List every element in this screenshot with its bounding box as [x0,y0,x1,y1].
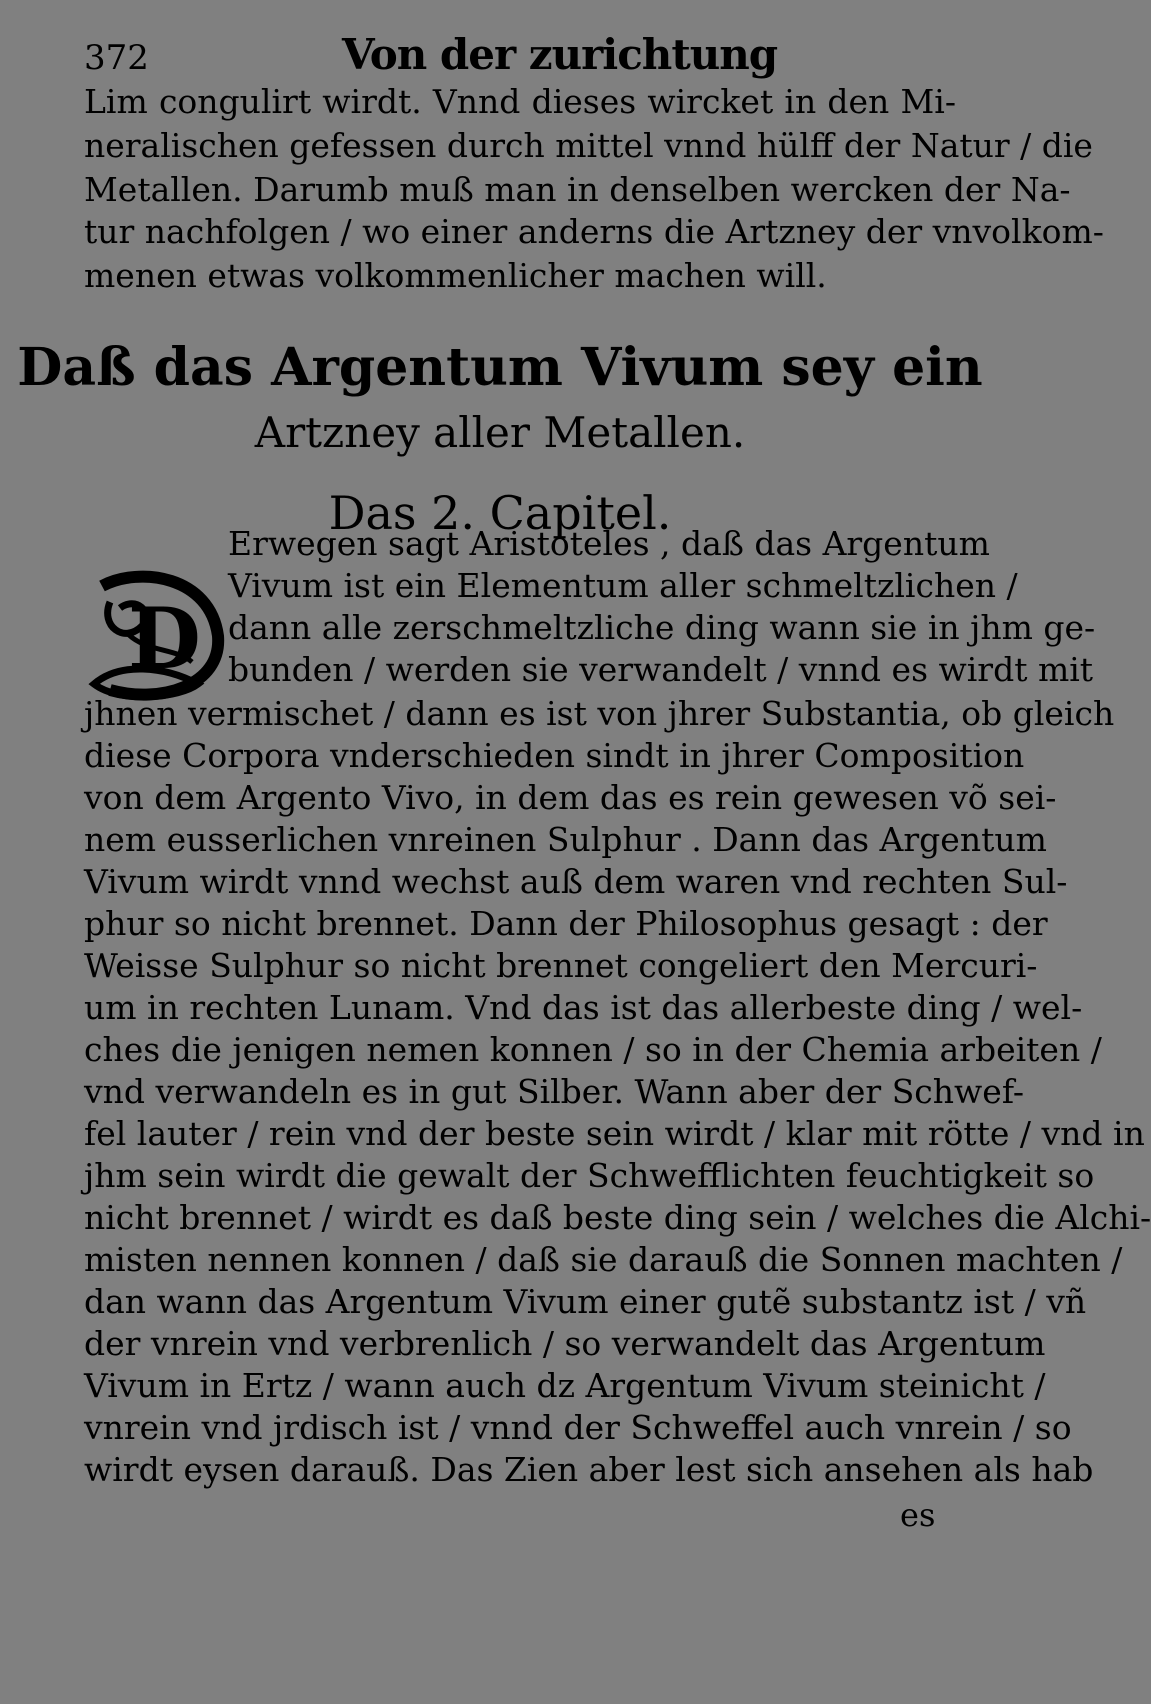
text-line: von dem Argento Vivo, in dem das es rein gewesen võ sei- [84,778,1057,817]
text-line: menen etwas volkommenlicher machen will. [84,256,827,295]
text-line: vnrein vnd jrdisch ist / vnnd der Schweffel auch vnrein / so [84,1408,1072,1447]
text-line: fel lauter / rein vnd der beste sein wirdt / klar mit rötte / vnd in [84,1114,1145,1153]
running-title: Von der zurichtung [342,30,778,79]
catchword: es [900,1496,936,1534]
text-line: um in rechten Lunam. Vnd das ist das allerbeste ding / wel- [84,988,1083,1027]
text-line: ches die jenigen nemen konnen / so in der Chemia arbeiten / [84,1030,1102,1069]
chapter-title-line-2: Artzney aller Metallen. [254,408,746,457]
text-line: phur so nicht brennet. Dann der Philosophus gesagt : der [84,904,1048,943]
text-line: tur nachfolgen / wo einer anderns die Artzney der vnvolkom- [84,212,1104,251]
initial-letter-glyph: D [128,589,201,688]
text-line: Vivum in Ertz / wann auch dz Argentum Vivum steinicht / [84,1366,1046,1405]
text-line: bunden / werden sie verwandelt / vnnd es wirdt mit [228,650,1094,689]
page-header [84,30,960,86]
text-line: Vivum wirdt vnnd wechst auß dem waren vnd rechten Sul- [84,862,1068,901]
text-line: nem eusserlichen vnreinen Sulphur . Dann das Argentum [84,820,1047,859]
text-line: Metallen. Darumb muß man in denselben wercken der Na- [84,170,1071,209]
text-line: Erwegen sagt Aristoteles , daß das Argentum [228,524,990,563]
decorated-initial-letter [80,566,226,706]
chapter-number: Das 2. Capitel. [328,486,672,540]
text-line: Lim congulirt wirdt. Vnnd dieses wircket in den Mi- [84,82,956,121]
text-line: jhnen vermischet / dann es ist von jhrer Substantia, ob gleich [84,694,1115,733]
text-line: Vivum ist ein Elementum aller schmeltzlichen / [228,566,1018,605]
text-line: vnd verwandeln es in gut Silber. Wann aber der Schwef- [84,1072,1025,1111]
text-line: dann alle zerschmeltzliche ding wann sie in jhm ge- [228,608,1096,647]
text-line: diese Corpora vnderschieden sindt in jhrer Composition [84,736,1025,775]
text-line: wirdt eysen darauß. Das Zien aber lest sich ansehen als hab [84,1450,1094,1489]
text-line: jhm sein wirdt die gewalt der Schwefflichten feuchtigkeit so [84,1156,1095,1195]
text-line: Weisse Sulphur so nicht brennet congeliert den Mercuri- [84,946,1038,985]
chapter-title-line-1: Daß das Argentum Vivum sey ein [17,337,983,398]
text-line: dan wann das Argentum Vivum einer gutẽ substantz ist / vñ [84,1282,1087,1321]
text-line: der vnrein vnd verbrenlich / so verwandelt das Argentum [84,1324,1046,1363]
page-number: 372 [84,38,149,78]
text-line: neralischen gefessen durch mittel vnnd hülff der Natur / die [84,126,1093,165]
text-line: misten nennen konnen / daß sie darauß die Sonnen machten / [84,1240,1123,1279]
text-line: nicht brennet / wirdt es daß beste ding sein / welches die Alchi- [84,1198,1151,1237]
